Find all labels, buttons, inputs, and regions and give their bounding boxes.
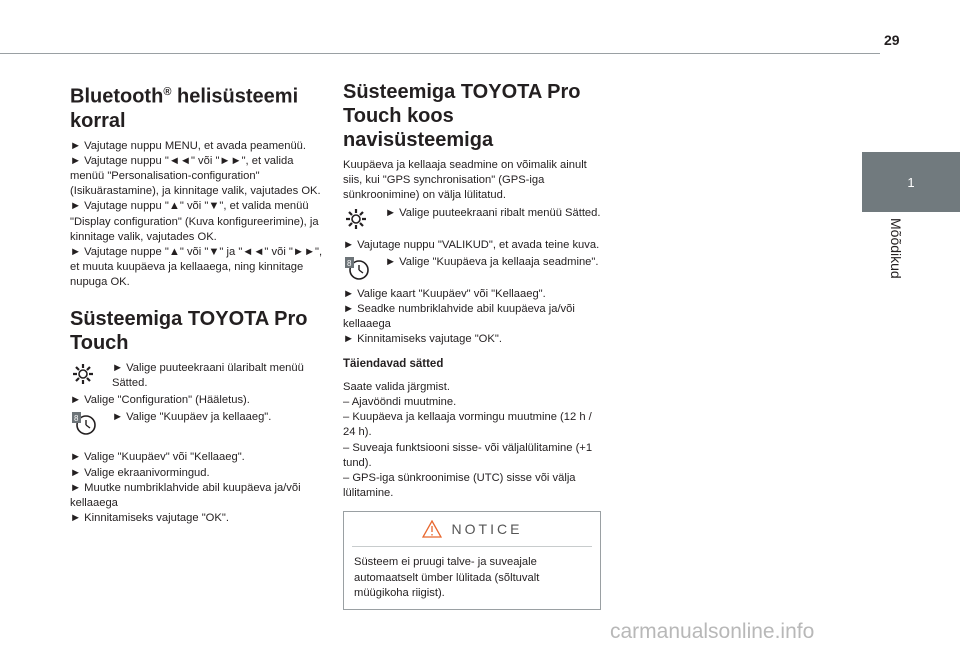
right-column (343, 80, 601, 610)
notice-header (352, 512, 592, 547)
gear-icon (72, 363, 94, 385)
instruction-line: ► Vajutage nuppu "◄◄" või "►►", et valida menüü "Personalisation-configuration" (Isikuärastamine), ja kinnitage valik, vajutades OK. (70, 154, 321, 198)
clock-instruction-text: ► Valige "Kuupäev ja kellaaeg". (112, 411, 272, 424)
chapter-label-text: Mõõdikud (888, 218, 904, 279)
instruction-line: ► Vajutage nuppu MENU, et avada peamenüü. (70, 139, 307, 152)
clock-instruction (343, 255, 601, 285)
extra-line: Saate valida järgmist. (343, 380, 450, 393)
clock-icon (72, 412, 98, 436)
instruction-line: ► Valige kaart "Kuupäev" või "Kellaaeg". (343, 287, 546, 300)
gear-icon (345, 208, 367, 230)
title-bluetooth-registered: ® (163, 86, 172, 98)
instruction-line: ► Valige "Configuration" (Hääletus). (70, 394, 250, 407)
clock-icon (345, 257, 371, 281)
instruction-line: ► Vajutage nuppu "VALIKUD", et avada teine kuva. (343, 238, 600, 251)
extra-line: – GPS-iga sünkroonimise (UTC) sisse või välja lülitamine. (343, 472, 576, 500)
warning-icon (422, 520, 442, 538)
title-bluetooth-part1: Bluetooth (70, 85, 164, 108)
clock-instruction (70, 410, 328, 440)
instruction-line: ► Seadke numbriklahvide abil kuupäeva ja/või kellaaega (343, 303, 575, 331)
svg-text:8: 8 (347, 258, 352, 268)
instruction-line: ► Valige ekraanivormingud. (70, 466, 210, 479)
instruction-line: ► Kinnitamiseks vajutage "OK". (70, 512, 229, 525)
left-column (70, 80, 328, 526)
section-title-pro-touch: Süsteemiga TOYOTA Pro Touch (70, 307, 308, 354)
extra-line: – Kuupäeva ja kellaaja vormingu muutmine (12 h / 24 h). (343, 411, 592, 439)
instruction-line: ► Vajutage nuppu "▲" või "▼", et valida menüü "Display configuration" (Kuva konfigureerimine), ja kinnitage valik, vajutades OK. (70, 200, 319, 243)
extra-line: – Ajavööndi muutmine. (343, 396, 457, 409)
page-number: 29 (884, 32, 900, 48)
intro-text: Kuupäeva ja kellaaja seadmine on võimalik ainult siis, kui "GPS synchronisation" (GPS-iga sünkroonimine) on välja lülitatud. (343, 159, 587, 202)
extra-line: – Suveaja funktsiooni sisse- või väljalülitamine (+1 tund). (343, 441, 593, 469)
svg-text:8: 8 (74, 414, 79, 424)
title-bluetooth-part2: helisüsteemi korral (70, 85, 299, 132)
watermark: carmanualsonline.info (610, 620, 815, 643)
instruction-line: ► Kinnitamiseks vajutage "OK". (343, 333, 502, 346)
header-rule (0, 53, 880, 54)
section-title-bluetooth (70, 80, 328, 133)
settings-instruction-text: ► Valige puuteekraani ribalt menüü Sätted. (385, 206, 601, 219)
instruction-line: ► Vajutage nuppe "▲" või "▼" ja "◄◄" või "►►", et muuta kuupäeva ja kellaaega, ning kinnitage nupuga OK. (70, 246, 323, 289)
section-title-navi: Süsteemiga TOYOTA Pro Touch koos navisüsteemiga (343, 81, 581, 151)
instruction-line: ► Valige "Kuupäev" või "Kellaaeg". (70, 451, 245, 464)
notice-body: Süsteem ei pruugi talve- ja suveajale automaatselt ümber lülitada (sõltuvalt müügikoha riigist). (354, 556, 540, 599)
settings-instruction (70, 361, 328, 391)
settings-instruction (343, 206, 601, 236)
clock-instruction-text: ► Valige "Kuupäeva ja kellaaja seadmine". (385, 255, 599, 268)
chapter-label (884, 218, 914, 298)
instruction-line: ► Muutke numbriklahvide abil kuupäeva ja/või kellaaega (70, 481, 301, 509)
settings-instruction-text: ► Valige puuteekraani ülaribalt menüü Sätted. (112, 361, 304, 389)
notice-box (343, 511, 601, 610)
chapter-tab[interactable]: 1 (862, 152, 960, 212)
notice-heading: NOTICE (451, 520, 523, 537)
subheading-extra-settings: Täiendavad sätted (343, 357, 444, 370)
